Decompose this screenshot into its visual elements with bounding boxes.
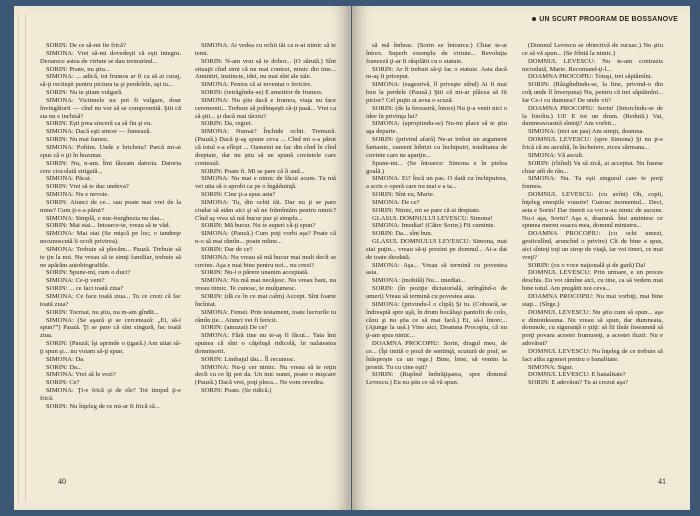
dialogue-line: SORIN: ... ce faci toată ziua? [46, 285, 124, 293]
dialogue-line: GLASUL DOMNULUI LEVESCU: Simona, mai stai puţin... vreau să-ţi prezint pe domnul... Ai-a dat de toate deodată. [366, 238, 507, 261]
dialogue-line: SIMONA: Numai? Închide ochii. Tremură. (Pauză.) Dacă ţi-aş spune ceva ... Cînd mi s-a părut că totul s-a sfîrşit ... Oamenii ne fac din cînd în cînd dreptate, dar nu ştiu să ne spună cuvintele care contează. [195, 128, 336, 167]
dialogue-line: SIMONA: Simplă, o nuc-burghezia nu dau... [46, 214, 165, 222]
dialogue-line: SORIN: Nu mai fumez. [46, 136, 109, 144]
dialogue-line: SIMONA: De ce? [372, 198, 420, 206]
dialogue-line: SIMONA: (sugestivă, îl priveşte stînd) Ai fi mai bun la perdele (Pauză.) Ştii că mi-ar plăcea să fii pictor? Cel puţin ai avea o scuză. [366, 81, 507, 104]
dialogue-line: SORIN: Ce? [46, 379, 80, 387]
dialogue-line: SORIN: Limbajul tău... Îl recunosc. [201, 355, 296, 363]
dialogue-line: SIMONA: Dacă eşti sincer — fumează. [46, 128, 152, 136]
dialogue-line: SIMONA: Nu-ţi cer nimic. Nu vreau să te reţin decît cu ce îţi pot da. Un mic sunet, poate o mişcare (Pauză.) Dacă vrei, poţi pleca... Ne vom revedea. [195, 363, 336, 387]
dialogue-line: DOMNUL LEVESCU: Nu înţeleg de ce trebuie să faci atîta zgomot pentru o banalitate. [522, 347, 663, 363]
dialogue-line: SORIN: Nu înţeleg de ce mi-ar fi frică să... [46, 402, 160, 410]
dialogue-line: SIMONA: Fără tine nu te-aş fi făcut... Tata îmi spunea că sînt o căţeluşă ridicolă, în nalatestea domnișorii. [195, 332, 336, 355]
dialogue-line: SIMONA: Poftim. Unde e bricheta? Parcă mi-ai spus că o ţii în buzunar. [40, 143, 181, 159]
dialogue-line: SIMONA: Pentru că ai inventat o fericire. [201, 81, 312, 89]
dialogue-line: SORIN: Dar de ce? [201, 245, 253, 253]
dialogue-line: SIMONA: (privindu-l o clipă) Şi tu. (Coboară, se îndreaptă spre uşă, în drum bocăluşi pantofii de colo, căzu şi nu ştia ce să mai facă.) Ei, să-l întorc... (Ajunge la ușă.) Vino aici, Doamna Procopiu, că nu ţi-am spus nimic... [366, 300, 507, 340]
dialogue-line: DOAMNA PROCOPIU: Totuşi, trei săptămîni. [528, 73, 653, 81]
dialogue-line: SORIN: Cine ţi-a spus asta? [201, 191, 276, 199]
dialogue-line: SIMONA: Ce face toată ziua... Tu ce crezi că fac toată ziua? [40, 293, 181, 308]
dialogue-line: SORIN: Nu te ştiam vulgară. [46, 89, 123, 97]
dialogue-line: SORIN: De ce să-mi fie frică? [46, 42, 127, 49]
dialogue-line: SORIN: Nu-i o părere unanim acceptată. [201, 269, 309, 277]
dialogue-line: SIMONA: Da. [46, 355, 85, 363]
dialogue-line: DOAMNA PROCOPIU: Sorin! (Intorcîndu-se de la fotoliu.) UI! E tot un drum. (Redută.) Vai, dumneavoastră sînteţi? Am vorbit... [522, 104, 663, 128]
dialogue-line: SIMONA: Nu e nevoie. [46, 191, 109, 199]
dialogue-line: SIMONA: Vrei să le vezi? [46, 371, 116, 379]
right-page-column-2 [522, 42, 663, 492]
dialogue-line: SIMONA: Sigur. [528, 363, 574, 371]
dialogue-line: SORIN: (rîzînd) Va să zică, ai acceptat. Nu fusese chiar atît de rău... [522, 159, 663, 175]
dialogue-line: SORIN: Da, regret. [201, 120, 253, 128]
dialogue-line: SORIN: N-am vrut să te dobor... (O sărută.) Sînt situaţii cînd simt că nu mai contezi, nimic din tine... Amintiri, instincte, idei, nu mai sînt ale tale. [195, 57, 336, 81]
dialogue-line: SORIN: Spune-mi, cum o duci? [46, 269, 131, 277]
dialogue-line: DOMNUL LEVESCU: E banalitate? [528, 371, 626, 379]
dialogue-line: SIMONA: Femei. Prin testament, toate lucrurile tu râmîn ție... Atunci vei fi fericit. [195, 308, 336, 324]
left-page-column-1 [40, 42, 181, 492]
dialogue-line: SIMONA: Imediat! (Către Sorin.) Fii cuminte. [372, 222, 496, 230]
dialogue-line: SIMONA: (nici un pas) Am simţit, doamna. [528, 128, 645, 136]
dialogue-line: SORIN: (dă ce în ce mai calm) Accept. Sînt foarte încîntat. [195, 293, 336, 308]
dialogue-line: SIMONA: Ei? Încă un pas. O dată cu închipuirea, a scris o operă care nu mai e a ta... [366, 175, 507, 191]
dialogue-line: SIMONA: Trebuie să plecăm... Pauză. Trebuie să te ţin la noi. Nu vreau să te simţi familiar, trebuie să ne apărăm autobiografiile. [40, 245, 181, 269]
dialogue-line: SIMONA: Nu. Tu eşti singurul care te porţi frumos. [522, 175, 663, 191]
dialogue-line: SORIN: Atunci de ce... sau poate mai vrei de la mine? Cum ţi-s-a părut? [40, 198, 181, 214]
dialogue-line: SORIN: (privind afară) Ne-ar trebui un argument fantastic, oameni hibrizi cu închipuiri, totalitatea de cuvinte care ne aparţin... [366, 136, 507, 159]
dialogue-line: SORIN: Vrei să te duc undeva? [46, 183, 129, 191]
right-page-column-1 [366, 42, 507, 492]
dialogue-line: DOMNUL LEVESCU: Prin urmare, e un proces deschis. Eu voi rămîne aici, cu tine, ca să vedem mai bine totul. Am pregătit noi ceva... [522, 269, 663, 293]
dialogue-line: DOMNUL LEVESCU: Nu ştiu cum să spun... aşa e dintotdeauna. Nu vreau să spun, dar dumneata, domnule, cu siguranţă o ştiţi: să fii tînăr înseamnă să porţi povara acestei frumuseţi, a acestei iluzii. Nu e adevărat? [522, 308, 663, 348]
dialogue-line: SORIN: Poate fi. Mi se pare că îi aud... [201, 167, 305, 175]
dialogue-line: SIMONA: Nu mai e nimic de făcut acum. Tu mă vei uita să o aprobi ca pe o îngăduinţă. [195, 175, 336, 191]
dialogue-line: SORIN: Nu, n-am. Îmi făceam datoria. Datoria cere ciocolată strigată... [40, 159, 181, 175]
dialogue-line: GLASUL DOMNULUI LEVESCU: Simona! [372, 214, 493, 222]
dialogue-line: SORIN: Poate, nu ştiu... [46, 65, 110, 73]
dialogue-line: SIMONA: Nu mă mai necăjesc. Nu vreau bani, nu vreau nimic. Te cunosc, te mulţumesc. [195, 277, 336, 293]
dialogue-line: SIMONA: Victimele nu pot fi vulgare, doar învingătorii — cînd nu vor să se compromită. Ştii că sta nu e inchisă? [40, 96, 181, 120]
running-header [532, 16, 678, 23]
dialogue-line: SIMONA: Ţi-e frică şi de ele? Tot timpul ţi-e frică. [40, 387, 181, 402]
dialogue-line: SIMONA: Păcat. [46, 175, 92, 183]
dialogue-line: să mă îmbrac. (Sorin se întoarce.) Chiar te-ai întors. Superb exemplu de virtute... Revoluţia franceză ţi-ar fi răsplătit cu o statuie. [366, 42, 507, 65]
dialogue-line: SORIN: Tocmai, nu ştiu, nu m-am gîndit... [46, 308, 159, 316]
dialogue-line: SIMONA: Mai stai (Se mişcă pe loc; o tandreţe necunoscută îi ocoli privirea). [40, 230, 181, 246]
dialogue-line: SORIN: E adevărat? Tu ai crezut aşa? [528, 379, 628, 387]
dialogue-line: SIMONA: Vrei să-mi dovedeşti că eşti integru. Deoarece astea de virtute se dau tremurind... [40, 49, 181, 65]
dialogue-line: (Domnul Levescu se obiectivă de rucsac.) Nu ştiu ce să vă spun... (Se frîntă la nimic.) [522, 42, 663, 57]
dialogue-line: SORIN: Nimic, mi se pare că ai dreptate. [372, 206, 481, 214]
dialogue-line: SORIN: Poate. (Se ridică.) [201, 387, 272, 395]
dialogue-line: SORIN: Da... sînt bun. [372, 230, 433, 238]
dialogue-line: SORIN: Sînt eu, Marie. [372, 191, 435, 199]
dialogue-line: DOMNUL LEVESCU: (cu avînt) Oh, copii, înţeleg emoţiile voastre! Cunosc momentul... Deci, asta e Sorin! Dar tinerii ca voi n-au nimic de ascuns. Nu-i aşa, Sorin? Aşa e, doamnă. Îmi amintesc ce spunea mereu soacra mea, domnul ministru... [522, 191, 663, 230]
dialogue-line: DOAMNA PROCOPIU: Sorin, dragul meu, de ce... (Îşi imită o poză de sentinţă, scutură de praf, se înăspreşte ca un rege.) Bine, bine, să venim la prostii. Tu cu cine eşti? [366, 340, 507, 371]
running-header-text: UN SCURT PROGRAM DE BOSSANOVE [539, 16, 678, 23]
page-edges [18, 14, 26, 502]
dialogue-line: SIMONA: Ce-ţi veni? [46, 277, 105, 285]
dialogue-line: DOMNUL LEVESCU: (spre Simona) Şi nu ţi-e frică că ne ascultă, în încheiere, zicea sărmana... [522, 136, 663, 151]
dialogue-line: SIMONA: Tu, din ochii tăi. Dar nu ţi se pare ciudat să stăm aici şi să ne frămîntăm pentru nimic? Cînd aş vrea să mă bucur pur şi simplu... [195, 198, 336, 222]
dialogue-line: SIMONA: (apropiindu-se) Nu-mi place să te ştiu aşa departe. [366, 120, 507, 136]
dialogue-line: SIMONA: (Se aşază şi se cercetează: „Ei, să-i spun?”) Pauză. Ţi se pare că sînt singură, fac toată ziua. [40, 316, 181, 340]
dialogue-line: DOMNUL LEVESCU: Nu te-am contrazis niciodată, Marie. Recomand-ţi-l... [522, 57, 663, 73]
dialogue-line: SIMONA: ... adică, tot frumos ar fi ca să ai curaj, să-ţi reciteşti pentru pictura ta şi perdelele, aşi tu... [40, 73, 181, 89]
page-number-left: 40 [58, 477, 66, 486]
bullet-icon [532, 17, 536, 21]
dialogue-line: SIMONA: Aşa... Vreau să termină cu povestea asta. [366, 261, 507, 277]
dialogue-line: SORIN: (de la fereastră, întors) Nu ţi-a venit nici o idee în privinţa lui? [366, 104, 507, 120]
dialogue-line: SIMONA: Ai vedea cu ochii tăi ca n-ai nimic să te temi. [195, 42, 336, 57]
right-page [352, 6, 690, 510]
dialogue-line: SORIN: (în poziţie dictatorială, strîngînd-o de umeri) Vreau să termină cu povestea asta. [366, 285, 507, 300]
dialogue-line: SORIN: Da... [46, 363, 82, 371]
dialogue-line: Spune-mi... (Se întoarce: Simona e în pielea goală.) [366, 159, 507, 175]
dialogue-line: SORIN: (cu o voce naţională şi de gură) Da! [528, 261, 646, 269]
dialogue-line: SORIN: (amuzat) De ce? [201, 324, 268, 332]
dialogue-line: SIMONA: (mobilă) Nu... imediat... [372, 277, 466, 285]
dialogue-line: DOAMNA PROCOPIU: Nu mai vorbiţi, mai bine staţi... (Sîrge.) [522, 293, 663, 308]
dialogue-line: SIMONA: (Pauză.) Cum poţi vorbi aşa? Poate că n-o să mai rămîn... poate mîine... [195, 230, 336, 246]
dialogue-line: SORIN: Mă bucur. Nu te superi că-ţi spun? [201, 222, 316, 230]
page-number-right: 41 [658, 477, 666, 486]
dialogue-line: SORIN: (retrăgîndu-se) E ametitor de frumos. [201, 89, 323, 97]
dialogue-line: SORIN: (Râzgîndindu-se, la fine, privind-o din colţ unde îl înverşuna) Nu, pentru că trei săptămîni... Iar Ce-i cu dumnea? De unde vii? [522, 81, 663, 104]
dialogue-line: SORIN: (Rupînd îmbrăţişarea, spre domnul Levescu.) Eu nu ştiu ce să vă spun. [366, 371, 507, 387]
dialogue-line: SORIN: Ar fi trebuit să-ţi fac o statuie. Asta dacă m-aş fi priceput. [366, 65, 507, 81]
dialogue-line: DOAMNA PROCOPIU: (cu ochi umezi, gesticulînd, aruncînd o privire) Cît de bine a spus, aici sînteţi toţi un strop de viaţă, iar voi tineri, ce mai vreţi? [522, 230, 663, 261]
dialogue-line: SIMONA: Nu vreau să mă bucur mai mult decît se cuvine. Aşa e mai bine pentru noi... nu crezi? [195, 253, 336, 269]
dialogue-line: SIMONA: Nu ştiu dacă e frumos, viaţa nu face ceremonii... Trebuie să prăbuşeşti că-ţi pasă... Vrei ca să ştii... și dacă mai târziu? [195, 96, 336, 120]
dialogue-line: SIMONA: Vă ascult. [528, 151, 584, 159]
dialogue-line: SORIN: Eşti prea sinceră ca să fiu şi eu. [46, 120, 153, 128]
dialogue-line: SORIN: (Pauză; îşi aprinde o ţigară.) Am uitat să-ţi spun şi... nu voiam să-ţi spun. [40, 340, 181, 355]
left-page [14, 6, 351, 510]
left-page-column-2 [195, 42, 336, 492]
dialogue-line: SORIN: Mai stai... Intoarce-te, vreau să te văd. [46, 222, 171, 230]
